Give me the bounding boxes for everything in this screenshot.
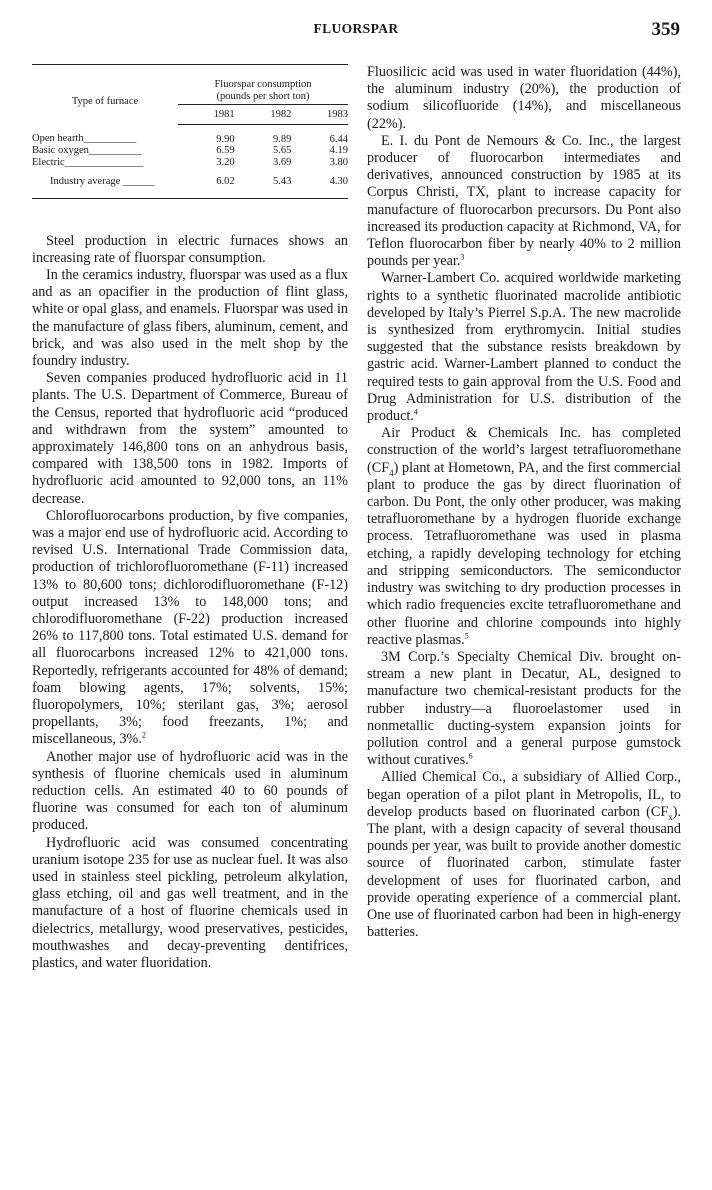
paragraph-text: ) plant at Hometown, PA, and the first commercial plant to produce the gas by direct fluorination of carbon. Du Pont, the only other producer, was making tetrafluoromethane by a hydrogen fluoride exchange process. Tetrafluoromethane was used in plasma etching, a rapidly developing technology for etching and stripping semiconductors. The semiconductor industry was switching to dry production processes in which radio frequencies excite tetrafluoromethane and other fluorine and chlorine compounds into highly reactive plasmas.	[367, 459, 681, 648]
cell-value: 4.19	[329, 145, 348, 156]
consumption-group-header	[178, 65, 348, 105]
paragraph-text: Air Product & Chemicals Inc. has completed construction of the world’s largest tetrafluoromethane (CF	[367, 425, 681, 476]
row-label-text: Electric	[32, 156, 65, 168]
cell-value: 4.30	[291, 168, 348, 198]
cell-value: 3.80	[329, 156, 348, 168]
cell-value: 9.89	[272, 133, 292, 145]
paragraph-warner-lambert	[367, 270, 681, 425]
row-leader: _______________	[64, 156, 144, 168]
row-label-text: Basic oxygen	[32, 145, 89, 156]
group-header-line2: (pounds per short ton)	[216, 90, 310, 102]
cell-value: 6.02	[178, 168, 235, 198]
paragraph-text: E. I. du Pont de Nemours & Co. Inc., the largest producer of fluorocarbon intermediates and derivatives, announced construction by 1985 at its Corpus Christi, TX, plant to increase capacity for manufacture of fluorocarbon precursors. Du Pont also increased its production capacity at Richmond, VA, for Teflon fluorocarbon fiber by nearly 40% to 2 million pounds per year.	[367, 132, 681, 270]
row-label	[32, 168, 178, 198]
type-of-furnace-header: Type of furnace	[32, 65, 178, 125]
cell-value: 3.69	[272, 156, 292, 168]
paragraph-aluminum: Another major use of hydrofluoric acid was in the synthesis of fluorine chemicals used in aluminum reduction cells. An estimated 40 to 60 pounds of fluorine was consumed for each ton of aluminum produced.	[32, 748, 348, 834]
row-leader: ______	[122, 176, 155, 187]
paragraph-text: Chlorofluorocarbons production, by five companies, was a major end use of hydrofluoric acid. According to revised U.S. International Trade Commission data, production of trichlorofluoromethane (F-11) increased 13% to 80,600 tons; dichlorodifluoromethane (F-12) output increased 13% to 148,000 tons; and chlorodifluoromethane (F-22) production increased 26% to 117,800 tons. Total estimated U.S. demand for all fluorocarbons increased 12% to 421,000 tons. Reportedly, refrigerants accounted for 48% of demand; foam blowing agents, 17%; solvents, 15%; fluoropolymers, 10%; sterilant gas, 3%; aerosol propellants, 3%; food freezants, 1%; and miscellaneous, 3%.	[32, 507, 348, 748]
paragraph-3m	[367, 649, 681, 769]
footnote-ref: 4	[413, 407, 418, 417]
paragraph-allied-chemical	[367, 769, 681, 941]
table-row	[32, 124, 348, 145]
footnote-ref: 6	[468, 751, 473, 761]
row-label	[32, 145, 178, 157]
industry-average-row	[32, 168, 348, 198]
row-label-text: Industry average	[50, 176, 121, 187]
row-leader: __________	[83, 133, 137, 145]
paragraph-du-pont	[367, 133, 681, 271]
page-header	[0, 21, 712, 45]
right-column	[367, 64, 681, 941]
subscript: 4	[389, 467, 394, 478]
paragraph-chlorofluorocarbons	[32, 508, 348, 749]
row-leader: __________	[88, 145, 142, 156]
paragraph-ceramics: In the ceramics industry, fluorspar was used as a flux and as an opacifier in the production of flint glass, white or opal glass, and enamels. Fluorspar was used in the manufacture of glass fibers, aluminum, cement, and brick, and was also used in the melt shop by the foundry industry.	[32, 266, 348, 369]
left-column	[32, 64, 348, 972]
year-header-1982: 1982	[235, 105, 292, 125]
paragraph-text: Warner-Lambert Co. acquired worldwide marketing rights to a synthetic fluorinated macrolide antibiotic developed by Italy’s Pierrel S.p.A. The new macrolide is synthesized from erythromycin. Initial studies suggested that the substance resists breakdown by gastric acid. Warner-Lambert planned to conduct the required tests to gain approval from the U.S. Food and Drug Administration for U.S. distribution of the product.	[367, 270, 681, 425]
paragraph-fluosilicic-acid: Fluosilicic acid was used in water fluoridation (44%), the aluminum industry (20%), the production of sodium silicofluoride (14%), and miscellaneous (22%).	[367, 64, 681, 132]
footnote-ref: 2	[141, 730, 146, 740]
cell-value: 3.20	[216, 156, 235, 168]
cell-value: 9.90	[216, 133, 235, 145]
row-label-text: Open hearth	[32, 133, 84, 145]
table-row	[32, 157, 348, 169]
paragraph-text: 3M Corp.’s Specialty Chemical Div. brought on-stream a new plant in Decatur, AL, designed to manufacture two chemical-resistant products for the rubber industry—a fluoroelastomer used in nonmetallic ducting-system expansion joints for pollution control and a general purpose gumstock without curatives.	[367, 648, 681, 769]
cell-value: 6.44	[329, 133, 348, 145]
paragraph-uranium: Hydrofluoric acid was consumed concentrating uranium isotope 235 for use as nuclear fuel. It was also used in stainless steel pickling, petroleum alkylation, glass etching, oil and gas well treatment, and in the manufacture of a host of fluorine chemicals used in dielectrics, metallurgy, wood preservatives, pesticides, mouthwashes and decay-preventing dentifrices, plastics, and water fluoridation.	[32, 834, 348, 972]
running-title: FLUORSPAR	[313, 21, 399, 36]
fluorspar-consumption-table	[32, 64, 348, 199]
paragraph-text: ). The plant, with a design capacity of several thousand pounds per year, was built to provide another domestic source of fluorinated carbon, stimulate faster development of uses for fluorinated carbon, and provide operating experience of a commercial plant. One use of fluorinated carbon had been in high-energy batteries.	[367, 803, 681, 941]
cell-value: 5.43	[235, 168, 292, 198]
cell-value: 5.65	[272, 145, 292, 156]
footnote-ref: 5	[464, 630, 469, 640]
page-number: 359	[651, 19, 680, 40]
row-label	[32, 124, 178, 145]
footnote-ref: 3	[460, 252, 465, 262]
cell-value: 6.59	[216, 145, 235, 156]
subscript: x	[668, 811, 673, 822]
paragraph-text: Allied Chemical Co., a subsidiary of Allied Corp., began operation of a pilot plant in Metropolis, IL, to develop products based on fluorinated carbon (CF	[367, 769, 681, 820]
paragraph-air-products	[367, 425, 681, 649]
year-header-1981: 1981	[178, 105, 235, 125]
paragraph-hydrofluoric-acid: Seven companies produced hydrofluoric acid in 11 plants. The U.S. Department of Commerce, Bureau of the Census, reported that hydrofluoric acid “produced and withdrawn from the system” amounted to approximately 146,800 tons on an anhydrous basis, compared with 138,500 tons in 1982. Imports of hydrofluoric acid amounted to 92,000 tons, an 11% decrease.	[32, 370, 348, 507]
paragraph-steel-production: Steel production in electric furnaces shows an increasing rate of fluorspar consumption.	[32, 232, 348, 266]
table-row	[32, 145, 348, 157]
row-label	[32, 157, 178, 169]
group-header-line1: Fluorspar consumption	[214, 79, 312, 90]
year-header-1983: 1983	[291, 105, 348, 125]
